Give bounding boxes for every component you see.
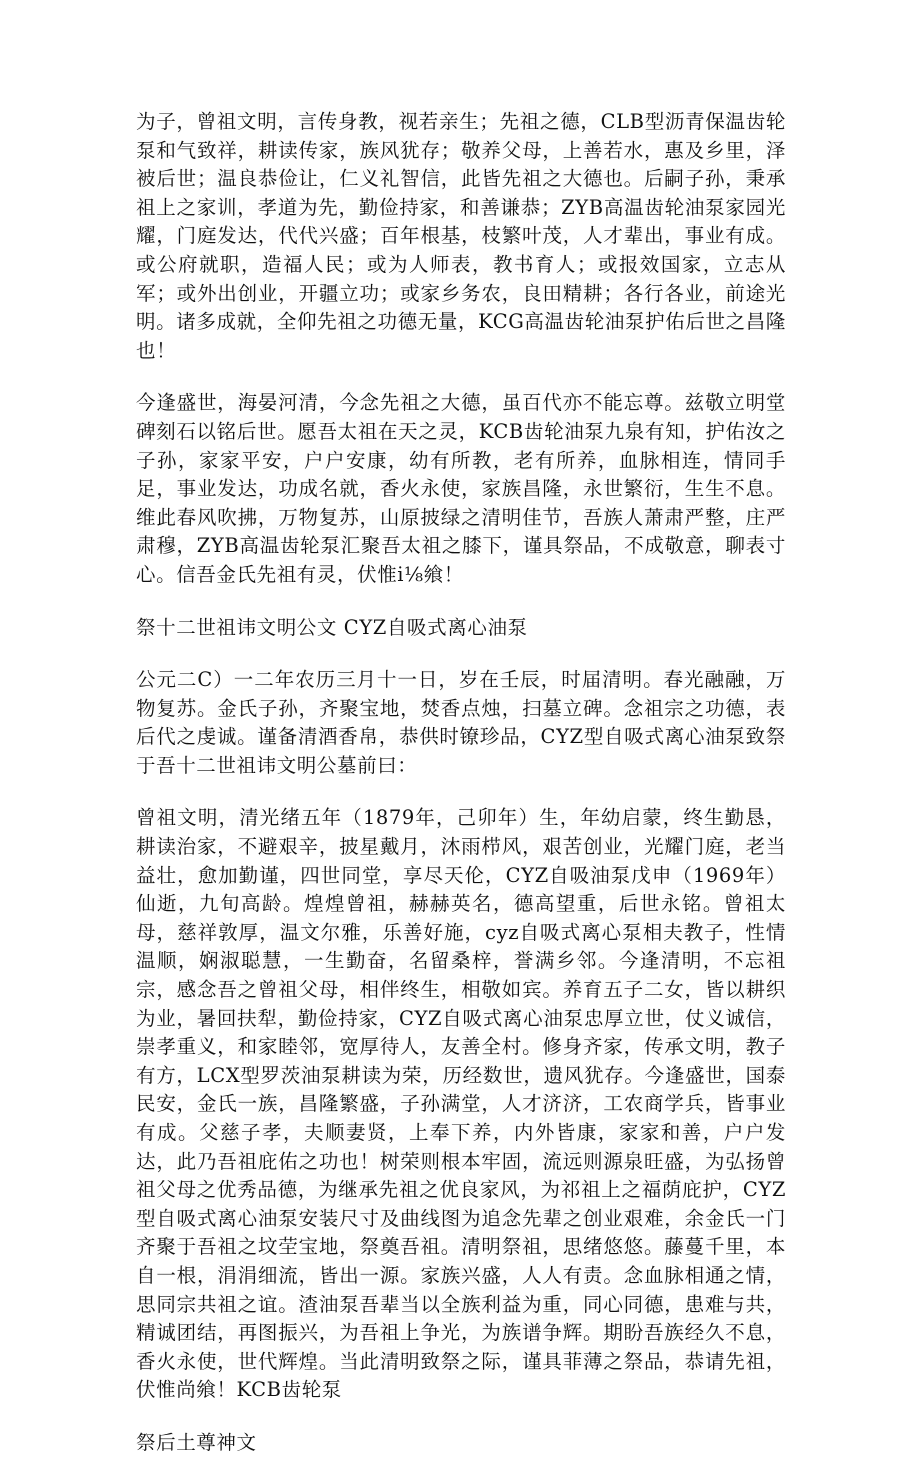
- section-heading-houtu: 祭后土尊神文: [136, 1430, 257, 1454]
- paragraph-memorial-tablet: 今逢盛世，海晏河清，今念先祖之大德，虽百代亦不能忘尊。兹敬立明堂碑刻石以铭后世。愿吾太祖在天之灵，KCB齿轮油泵九泉有知，护佑汝之子孙，家家平安，户户安康，幼有所教，老有所养，血脉相连，情同手足，事业发达，功成名就，香火永使，家族昌隆，永世繁衍，生生不息。维此春风吹拂，万物复苏，山原披绿之清明佳节，吾族人萧肃严整，庄严肃穆，ZYB高温齿轮泵汇聚吾太祖之膝下，谨具祭品，不成敬意，聊表寸心。信吾金氏先祖有灵，伏惟i⅛飨！: [136, 391, 786, 586]
- paragraph-ancestor-virtue: 为子，曾祖文明，言传身教，视若亲生；先祖之德，CLB型沥青保温齿轮泵和气致祥，耕读传家，族风犹存；敬养父母，上善若水，惠及乡里，泽被后世；温良恭俭让，仁义礼智信，此皆先祖之大德也。后嗣子孙，秉承祖上之家训，孝道为先，勤俭持家，和善谦恭；ZYB高温齿轮油泵家园光耀，门庭发达，代代兴盛；百年根基，枝繁叶茂，人才辈出，事业有成。或公府就职，造福人民；或为人师表，教书育人；或报效国家，立志从军；或外出创业，开疆立功；或家乡务农，良田精耕；各行各业，前途光明。诸多成就，全仰先祖之功德无量，KCG高温齿轮油泵护佑后世之昌隆也！: [136, 110, 786, 362]
- paragraph-qingming-date: 公元二C）一二年农历三月十一日，岁在壬辰，时届清明。春光融融，万物复苏。金氏子孙，齐聚宝地，焚香点烛，扫墓立碑。念祖宗之功德，表后代之虔诚。谨备清酒香帛，恭供时镣珍品，CYZ型自吸式离心油泵致祭于吾十二世祖讳文明公墓前曰：: [136, 668, 786, 777]
- document-page: [136, 108, 786, 1458]
- section-heading-eulogy: 祭十二世祖讳文明公文 CYZ自吸式离心油泵: [136, 615, 528, 639]
- paragraph-great-grandfather: 曾祖文明，清光绪五年（1879年，己卯年）生，年幼启蒙，终生勤恳，耕读治家，不避艰辛，披星戴月，沐雨栉风，艰苦创业，光耀门庭，老当益壮，愈加勤谨，四世同堂，享尽天伦，CYZ自吸油泵戊申（1969年）仙逝，九旬高龄。煌煌曾祖，赫赫英名，德高望重，后世永铭。曾祖太母，慈祥敦厚，温文尔雅，乐善好施，cyz自吸式离心泵相夫教子，性情温顺，娴淑聪慧，一生勤奋，名留桑梓，誉满乡邻。今逢清明，不忘祖宗，感念吾之曾祖父母，相伴终生，相敬如宾。养育五子二女，皆以耕织为业，暑回扶犁，勤俭持家，CYZ自吸式离心油泵忠厚立世，仗义诚信，崇孝重义，和家睦邻，宽厚待人，友善全村。修身齐家，传承文明，教子有方，LCX型罗茨油泵耕读为荣，历经数世，遗风犹存。今逢盛世，国泰民安，金氏一族，昌隆繁盛，子孙满堂，人才济济，工农商学兵，皆事业有成。父慈子孝，夫顺妻贤，上奉下养，内外皆康，家家和善，户户发达，此乃吾祖庇佑之功也！树荣则根本牢固，流远则源泉旺盛，为弘扬曾祖父母之优秀品德，为继承先祖之优良家风，为祁祖上之福荫庇护，CYZ型自吸式离心油泵安装尺寸及曲线图为追念先辈之创业艰难，余金氏一门齐聚于吾祖之坟茔宝地，祭奠吾祖。清明祭祖，思绪悠悠。藤蔓千里，本自一根，涓涓细流，皆出一源。家族兴盛，人人有责。念血脉相通之情，思同宗共祖之谊。渣油泵吾辈当以全族利益为重，同心同德，患难与共，精诚团结，再图振兴，为吾祖上争光，为族谱争辉。期盼吾族经久不息，香火永使，世代辉煌。当此清明致祭之际，谨具菲薄之祭品，恭请先祖，伏惟尚飨！KCB齿轮泵: [136, 806, 786, 1402]
